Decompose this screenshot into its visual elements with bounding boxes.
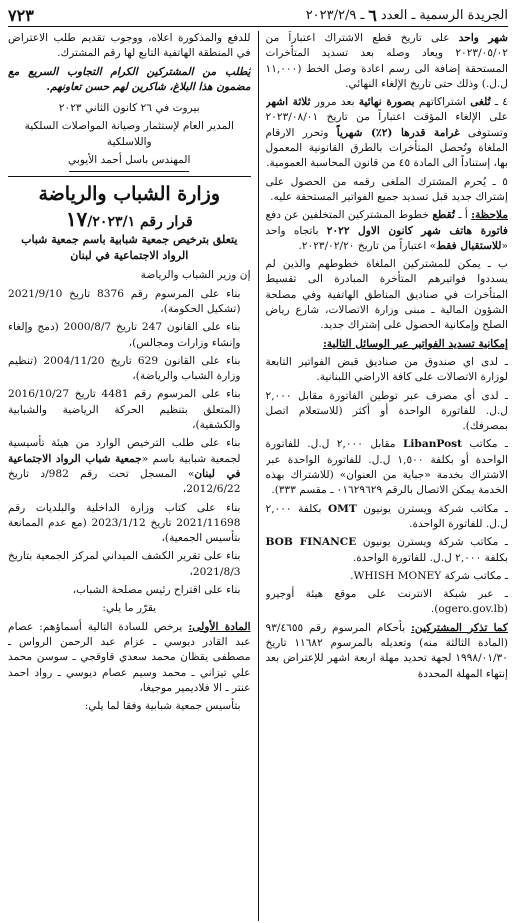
decree-intro: إن وزير الشباب والرياضة (140, 269, 251, 282)
page-columns (8, 31, 508, 921)
paragraph-final-cancel: ٤ ـ تُلغى اشتراكاتهم بصورة نهائية بعد مرور ثلاثة اشهر على الإلغاء المؤقت اعتباراً من تاريخ ٢٠٢٣/٠٨/٠١ وتستوفى غرامة قدرها (٢٪) شهرياً وتحرر الارقام الملغاة وتُحصل المتأخرات بالطرق القانونية المعمول بها، إستناداً الى المادة ٤٥ من قانون المحاسبة العمومية. (265, 96, 508, 170)
appeal-text: يُطلب من المشتركين الكرام التجاوب السريع مع مضمون هذا البلاغ، شاكرين لهم حسن تعاونهم. (8, 65, 251, 93)
paragraph-objection: للدفع والمذكورة اعلاه، ووجوب تقديم طلب الاعتراض في المنطقة الهاتفية التابع لها رقم المشترك. (8, 32, 251, 60)
decision-title: قرار رقم ١٧/٢٠٢٣/١ (65, 207, 193, 232)
basis-license-request: بناء على طلب الترخيص الوارد من هيئة تأسيسية لجمعية شبابية باسم «جمعية شباب الرواد الاجتماعية في لبنان» المسجل تحت رقم 982/د تاريخ 2012/6/22، (8, 437, 241, 496)
signer-name: المهندس باسل أحمد الأيوبي (68, 154, 191, 167)
place-date: بيروت في ٢٦ كانون الثاني ٢٠٢٣ (58, 102, 200, 115)
header-title (306, 6, 508, 25)
paragraph-installment: ب ـ يمكن للمشتركين الملغاة خطوطهم والذين لم يسددوا فواتيرهم المتأخرة المبادرة الى تقسيط المتأخرات في صناديق المناطق الهاتفية وفي مصلحة الشؤون المالية ـ مبنى وزارة الاتصالات، شارع رياض الصلح وإمكانية الحصول على إشتراك جديد. (265, 258, 508, 332)
decides-heading: يقرّر ما يلي: (102, 602, 157, 615)
payment-heading: إمكانية تسديد الفواتير عبر الوسائل التالية: (322, 337, 508, 350)
left-column (8, 31, 251, 921)
right-column (266, 31, 509, 921)
basis-field-report: بناء على تقرير الكشف الميداني لمركز الجمعية بتاريخ 2021/8/3، (8, 550, 241, 578)
basis-interior-letter: بناء على كتاب وزارة الداخلية والبلديات رقم 2021/11698 تاريخ 2023/1/12 (مع عدم الممانعة بتأسيس الجمعية)، (8, 501, 241, 545)
payment-option-libanpost: ـ مكاتب LibanPost مقابل ٢,٠٠٠ ل.ل. للفاتورة الواحدة أو بكلفة ١,٥٠٠ ل.ل. للفاتورة الواحدة عبر الاشتراك بخدمة «جباية من العنوان» (للاشتراك بهذه الخدمة يمكن الاتصال بالرقم ٠١٦٢٩٦٢٩ ـ مقسم ٣٣٣). (265, 438, 508, 497)
basis-proposal: بناء على اقتراح رئيس مصلحة الشباب، (72, 584, 241, 597)
paragraph-one-month: شهر واحد على تاريخ قطع الاشتراك اعتباراً من ٢٠٢٣/٠٥/٠٢ ويعاد وصله بعد تسديد المتأخرات المستحقة إضافة الى رسم اعادة وصل الخط (١١,٠٠٠ ل.ل.) وذلك حتى تاريخ الإلغاء النهائي. (265, 32, 508, 90)
signature-divider (69, 171, 189, 172)
payment-option-bank: ـ لدى أي مصرف عبر توطين الفاتورة مقابل ٢,٠٠٠ ل.ل. للفاتورة الواحدة أو أكثر (للاستعلام اتصل بمصرفك). (265, 389, 508, 433)
basis-decree-4481: بناء على المرسوم رقم 4481 تاريخ 2016/10/27 (المتعلق بتنظيم الحركة الرياضية والشبابية والكشفية)، (8, 388, 241, 432)
payment-option-whish: ـ مكاتب شركة WHISH MONEY. (350, 569, 508, 582)
article-one-continuation: بتأسيس جمعية شبابية وفقا لما يلي: (84, 700, 241, 713)
page-number: ٧٢٣ (8, 5, 34, 25)
payment-option-bob: ـ مكاتب شركة ويسترن يونيون BOB FINANCE بكلفة ٢,٠٠٠ ل.ل. للفاتورة الواحدة. (265, 536, 508, 564)
payment-option-counters: ـ لدى اي صندوق من صناديق قبض الفواتير التابعة لوزارة الاتصالات على كافة الاراضي اللبنانية. (265, 355, 508, 384)
basis-decree-8376: بناء على المرسوم رقم 8376 تاريخ 2021/9/10 (تشكيل الحكومة)، (8, 287, 241, 315)
page-header (8, 4, 508, 27)
decision-subject: يتعلق بترخيص جمعية شبابية باسم جمعية شباب الرواد الاجتماعية في لبنان (21, 233, 238, 263)
signer-title: المدير العام لإستثمار وصيانة المواصلات السلكية واللاسلكية (24, 120, 234, 148)
payment-option-internet: ـ عبر شبكة الانترنت على موقع هيئة أوجيرو (ogero.gov.lb). (265, 588, 508, 616)
gazette-name: الجريدة الرسمية ـ العدد (380, 7, 508, 23)
issue-date: ـ ٢٠٢٣/٢/٩ (305, 7, 365, 23)
basis-law-247: بناء على القانون 247 تاريخ 2000/8/7 (دمج وإلغاء وإنشاء وزارات ومجالس)، (8, 321, 241, 349)
column-divider (258, 31, 259, 921)
paragraph-reminder: كما تذكر المشتركين: بأحكام المرسوم رقم ٩٣/٤٦٥٥ (المادة الثالثة منه) وتعديله بالمرسوم ١١٦٨٢ تاريخ ١٩٩٨/٠١/٣٠ لجهة تحديد مهلة اربعة اشهر للإعتراض بعد إنتهاء المهلة المحددة (265, 621, 508, 680)
paragraph-deprived: ٥ ـ يُحرم المشترك الملغى رقمه من الحصول على إشتراك جديد قبل تسديد جميع الفواتير المستحقة عليه. (265, 175, 508, 203)
article-one: المادة الأولى: يرخص للسادة التالية أسماؤهم: عصام عبد القادر ديوسي ـ عزام عبد الرحمن الرواس ـ مصطفى يقظان محمد سعدي قاوقجي ـ سوسن محمد علي تيزاني ـ محمد وسيم عصام ديوسي ـ رواد احمد عنتر ـ الا فلاديمير موجيغا، (8, 620, 251, 694)
basis-law-629: بناء على القانون 629 تاريخ 2004/11/20 (تنظيم وزارة الشباب والرياضة)، (8, 354, 241, 383)
issue-number: ٦ (368, 5, 377, 25)
payment-option-omt: ـ مكاتب شركة ويسترن يونيون OMT بكلفة ٢,٠٠٠ ل.ل. للفاتورة الواحدة. (265, 502, 508, 530)
paragraph-note: ملاحظة: أ ـ تُقطع خطوط المشتركين المتخلفين عن دفع فاتورة هاتف شهر كانون الاول ٢٠٢٢ باتجاه واحد «للاستقبال فقط» اعتباراً من تاريخ ٢٠٢٣/٠٢/٢٠. (265, 209, 508, 252)
ministry-title: وزارة الشباب والرياضة (8, 176, 251, 207)
